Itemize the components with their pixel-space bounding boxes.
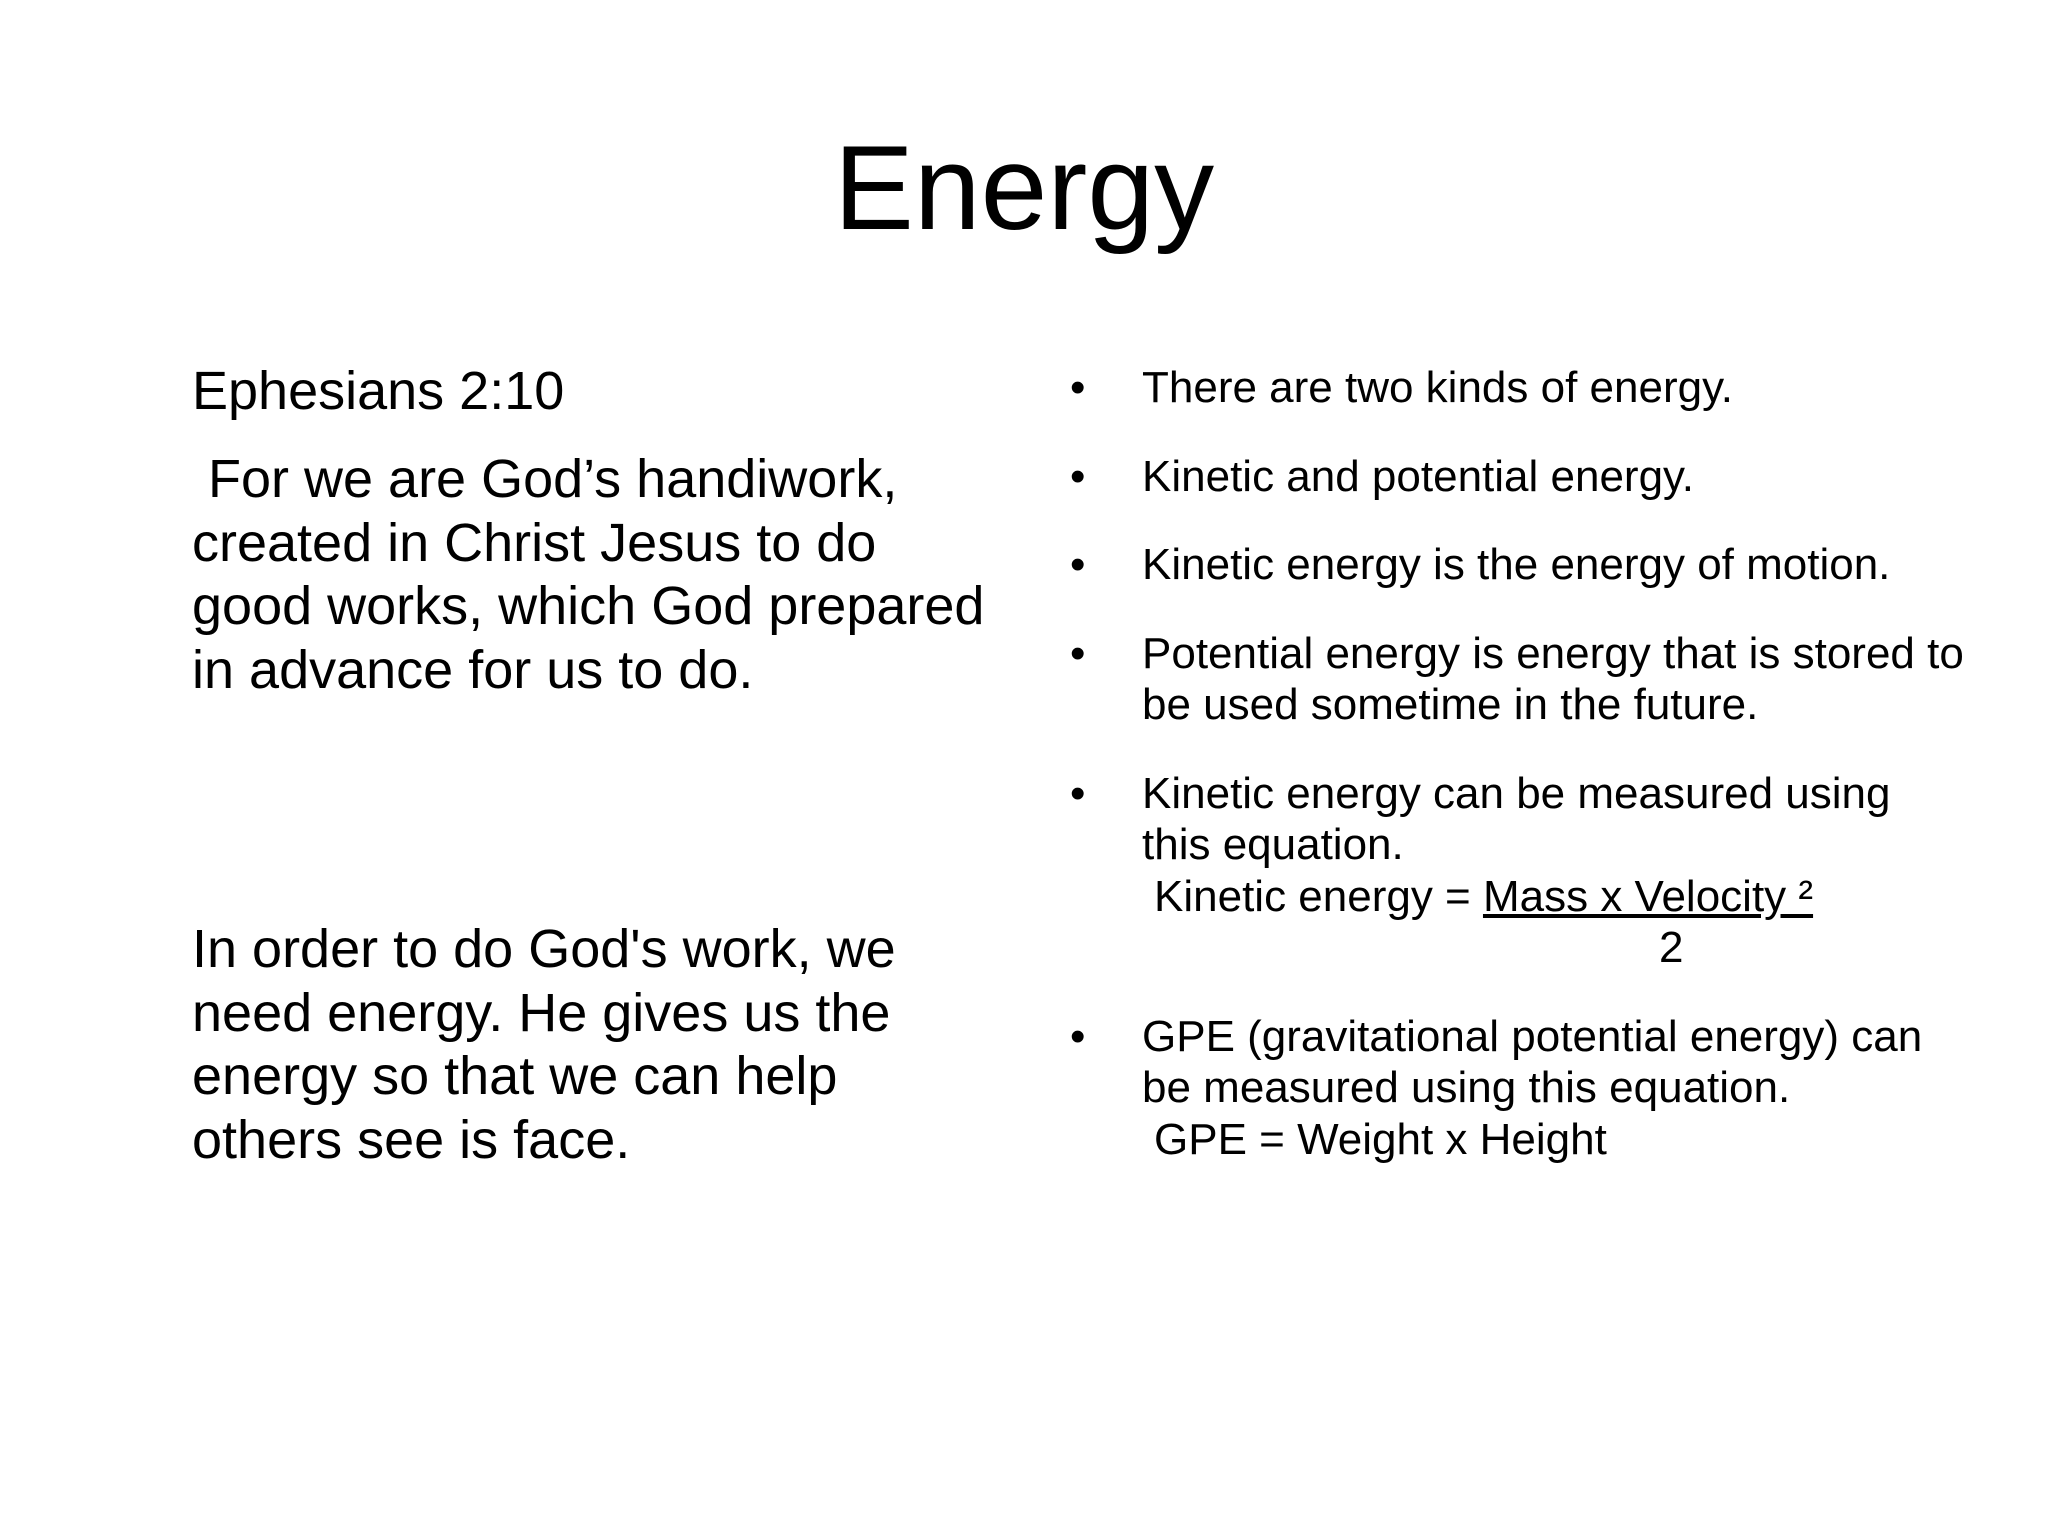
bullet-item xyxy=(1070,539,1970,591)
bullet-text: There are two kinds of energy. xyxy=(1142,363,1734,412)
bullet-text: Potential energy is energy that is stored to be used sometime in the future. xyxy=(1142,628,1964,729)
equation-lhs: Kinetic energy = xyxy=(1154,871,1483,921)
bullet-text: Kinetic energy can be measured using this equation. xyxy=(1142,768,1891,869)
bullet-icon: • xyxy=(1070,1011,1086,1061)
bullet-icon: • xyxy=(1070,540,1086,589)
bullet-text: Kinetic energy is the energy of motion. xyxy=(1142,540,1891,589)
bullet-text: GPE (gravitational potential energy) can be measured using this equation. xyxy=(1142,1011,1923,1112)
bullet-text: Kinetic and potential energy. xyxy=(1142,451,1694,501)
energy-note: In order to do God's work, we need energy. He gives us the energy so that we can help others see is face. xyxy=(192,919,896,1170)
bullet-icon: • xyxy=(1070,363,1086,412)
equation-denominator: 2 xyxy=(1659,923,1684,972)
bullet-list xyxy=(1070,362,1970,1202)
bullet-icon: • xyxy=(1070,768,1086,818)
gpe-equation: GPE = Weight x Height xyxy=(1154,1114,1607,1164)
kinetic-equation xyxy=(1142,871,1970,923)
equation-numerator: Mass x Velocity ² xyxy=(1482,871,1814,921)
bullet-item xyxy=(1070,628,1970,731)
bullet-item xyxy=(1070,362,1970,414)
bullet-item xyxy=(1070,768,1970,974)
scripture-block xyxy=(192,360,992,702)
scripture-verse: For we are God’s handiwork, created in Christ Jesus to do good works, which God prepared in advance for us to do. xyxy=(192,449,985,700)
bullet-icon: • xyxy=(1070,628,1086,678)
scripture-reference: Ephesians 2:10 xyxy=(192,361,565,421)
bullet-item xyxy=(1070,451,1970,503)
bullet-icon: • xyxy=(1070,451,1086,501)
slide-title: Energy xyxy=(833,121,1215,255)
bullet-item xyxy=(1070,1011,1970,1166)
